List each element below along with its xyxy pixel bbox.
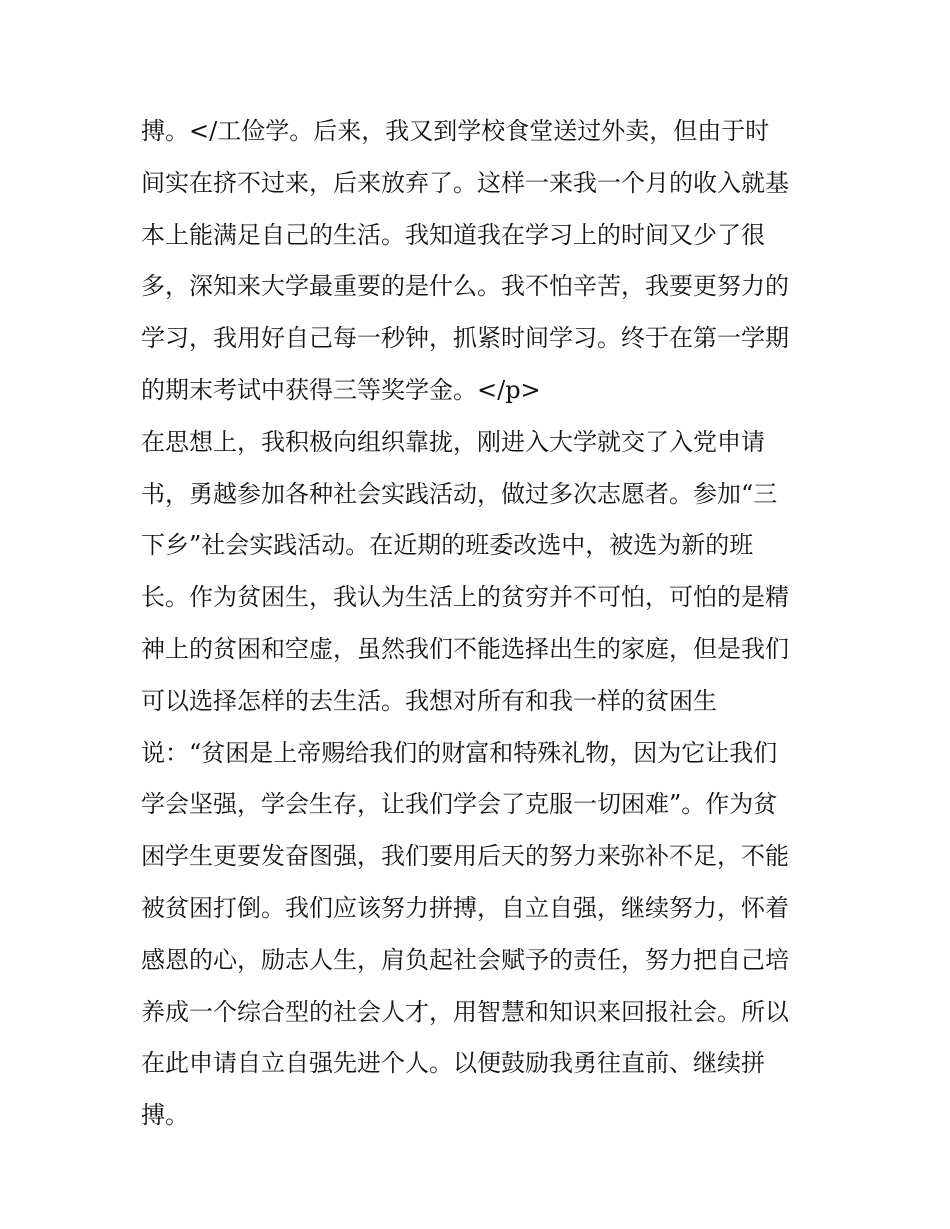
text-line: 说：“贫困是上帝赐给我们的财富和特殊礼物，因为它让我们 xyxy=(141,738,778,767)
text-line: 在思想上，我积极向组织靠拢，刚进入大学就交了入党申请 xyxy=(141,427,765,456)
text-line: 可以选择怎样的去生活。我想对所有和我一样的贫困生 xyxy=(141,686,717,715)
body-text xyxy=(141,106,821,1142)
text-line: 长。作为贫困生，我认为生活上的贫穷并不可怕，可怕的是精 xyxy=(141,583,789,612)
text-line: 的期末考试中获得三等奖学金。</p> xyxy=(141,375,541,404)
text-line: 神上的贫困和空虚，虽然我们不能选择出生的家庭，但是我们 xyxy=(141,634,789,663)
text-line: 学会坚强，学会生存，让我们学会了克服一切困难”。作为贫 xyxy=(141,790,778,819)
text-line: 被贫困打倒。我们应该努力拼搏，自立自强，继续努力，怀着 xyxy=(141,893,789,922)
text-line: 多，深知来大学最重要的是什么。我不怕辛苦，我要更努力的 xyxy=(141,272,789,301)
text-line: 困学生更要发奋图强，我们要用后天的努力来弥补不足，不能 xyxy=(141,842,789,871)
text-line: 间实在挤不过来，后来放弃了。这样一来我一个月的收入就基 xyxy=(141,168,789,197)
text-line: 学习，我用好自己每一秒钟，抓紧时间学习。终于在第一学期 xyxy=(141,324,789,353)
text-line: 下乡”社会实践活动。在近期的班委改选中，被选为新的班 xyxy=(141,531,754,560)
text-line: 本上能满足自己的生活。我知道我在学习上的时间又少了很 xyxy=(141,220,765,249)
text-line: 在此申请自立自强先进个人。以便鼓励我勇往直前、继续拼 xyxy=(141,1049,765,1078)
text-line: 搏。 xyxy=(141,1101,189,1130)
text-line: 养成一个综合型的社会人才，用智慧和知识来回报社会。所以 xyxy=(141,997,789,1026)
text-line: 搏。</工俭学。后来，我又到学校食堂送过外卖，但由于时 xyxy=(141,117,770,145)
text-line: 书，勇越参加各种社会实践活动，做过多次志愿者。参加“三 xyxy=(141,479,778,508)
text-line: 感恩的心，励志人生，肩负起社会赋予的责任，努力把自己培 xyxy=(141,945,789,974)
